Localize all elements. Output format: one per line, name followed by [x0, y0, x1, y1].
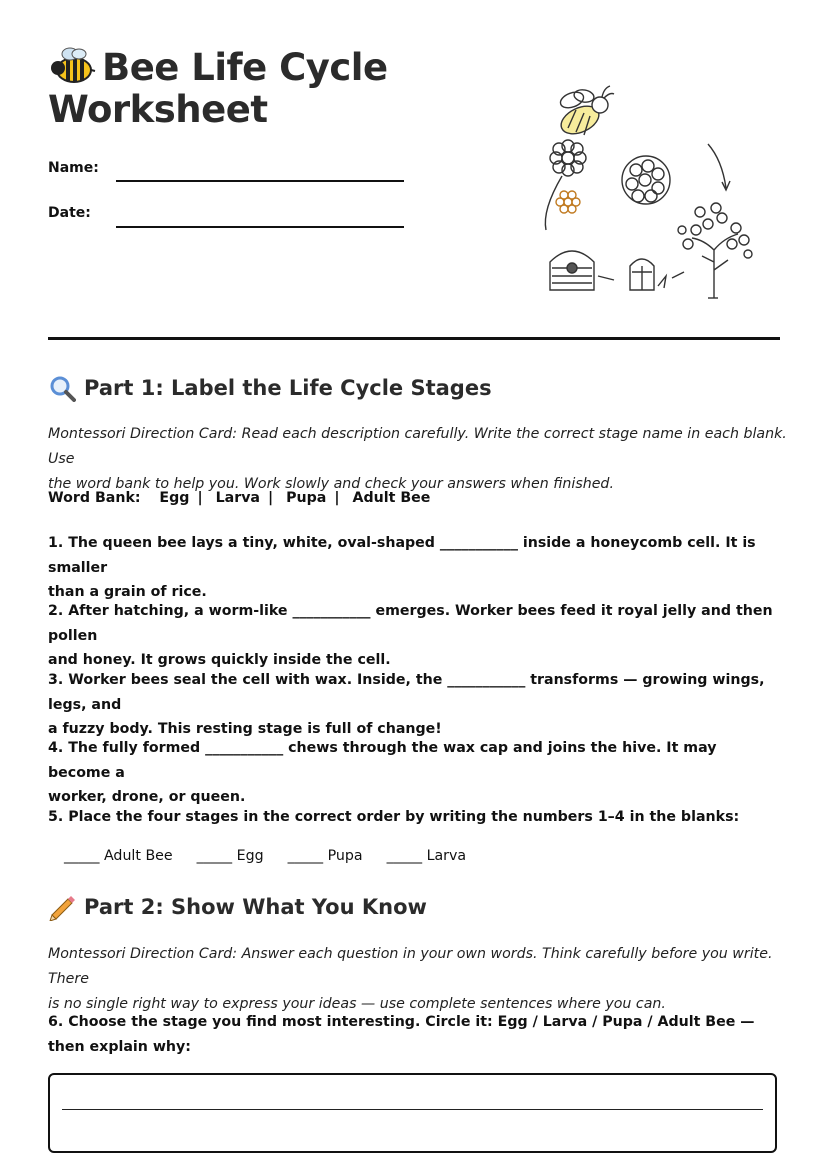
question-text: 3. Worker bees seal the cell with wax. Inside, the ___________ transforms — growing wings, legs, and — [48, 672, 765, 713]
question-text: worker, drone, or queen. — [48, 789, 246, 805]
date-label: Date: — [48, 205, 91, 221]
magnifier-icon — [48, 374, 76, 402]
pencil-icon — [48, 893, 76, 921]
name-field[interactable] — [116, 180, 404, 182]
part2-direction-card — [48, 942, 788, 1017]
part1-title-text: Part 1: Label the Life Cycle Stages — [84, 376, 492, 400]
question-1[interactable] — [48, 531, 780, 605]
part2-title — [48, 893, 427, 921]
answer-box[interactable] — [48, 1073, 777, 1153]
word-bank-item: Adult Bee — [352, 490, 431, 506]
part1-title — [48, 374, 492, 402]
question-text: 5. Place the four stages in the correct order by writing the numbers 1–4 in the blanks: — [48, 809, 740, 825]
question-3[interactable] — [48, 668, 780, 742]
order-item-larva[interactable]: _____ Larva — [386, 848, 467, 864]
page-title — [48, 46, 448, 131]
name-label: Name: — [48, 160, 99, 176]
question-2[interactable] — [48, 599, 780, 673]
part1-direction-card — [48, 422, 788, 497]
question-text: 4. The fully formed ___________ chews through the wax cap and joins the hive. It may become a — [48, 740, 717, 781]
question-text: 6. Choose the stage you find most interesting. Circle it: Egg / Larva / Pupa / Adult Bee — — [48, 1014, 755, 1030]
word-bank-item: Larva — [215, 490, 261, 506]
question-text: a fuzzy body. This resting stage is full of change! — [48, 721, 442, 737]
word-bank-item: Pupa — [286, 490, 327, 506]
date-field[interactable] — [116, 226, 404, 228]
question-text: 1. The queen bee lays a tiny, white, oval-shaped ___________ inside a honeycomb cell. It is smaller — [48, 535, 756, 576]
section-divider — [48, 337, 780, 340]
word-bank-item: Egg — [159, 490, 190, 506]
question-text: and honey. It grows quickly inside the cell. — [48, 652, 391, 668]
bee-icon — [48, 46, 96, 86]
order-item-egg[interactable]: _____ Egg — [196, 848, 264, 864]
question-text: then explain why: — [48, 1038, 191, 1055]
bee-life-cycle-illustration — [532, 80, 764, 304]
word-bank-label: Word Bank: — [48, 490, 141, 506]
question-5 — [48, 805, 780, 830]
part2-direction-line: Montessori Direction Card: Answer each question in your own words. Think carefully before you write. There — [48, 946, 773, 987]
word-bank: Word Bank: Egg | Larva | Pupa | Adult Bee — [48, 490, 431, 506]
question-4[interactable] — [48, 736, 780, 810]
question-text: 2. After hatching, a worm-like ___________ emerges. Worker bees feed it royal jelly and then pollen — [48, 603, 773, 644]
question-6 — [48, 1010, 780, 1059]
part2-title-text: Part 2: Show What You Know — [84, 895, 427, 919]
part1-direction-line: Montessori Direction Card: Read each description carefully. Write the correct stage name in each blank. Use — [48, 426, 787, 467]
part2-direction-line: is no single right way to express your ideas — use complete sentences where you can. — [48, 996, 666, 1012]
order-item-pupa[interactable]: _____ Pupa — [287, 848, 363, 864]
answer-line — [62, 1109, 763, 1110]
order-answers — [64, 848, 490, 864]
part1-direction-line: the word bank to help you. Work slowly and check your answers when finished. — [48, 476, 614, 492]
page-title-text: Bee Life Cycle Worksheet — [48, 46, 388, 131]
question-text: than a grain of rice. — [48, 584, 207, 600]
order-item-adult-bee[interactable]: _____ Adult Bee — [64, 848, 173, 864]
